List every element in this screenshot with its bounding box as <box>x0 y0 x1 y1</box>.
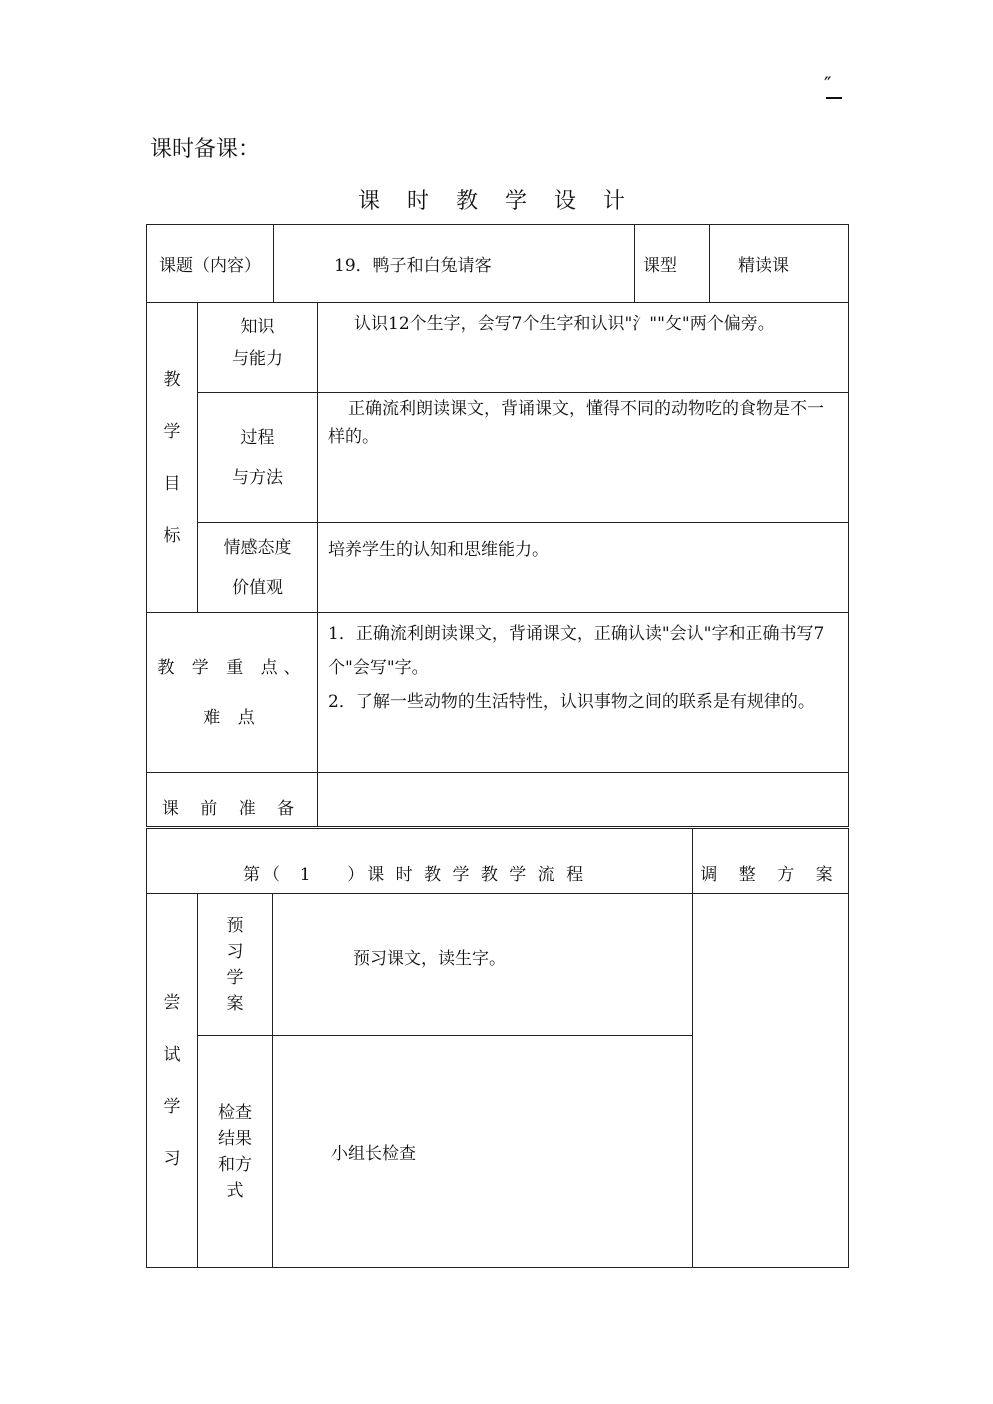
key-points-content <box>318 613 849 773</box>
goals-group-label: 教 学 目 标 <box>147 303 198 613</box>
key-point-2: 2．了解一些动物的生活特性，认识事物之间的联系是有规律的。 <box>328 692 815 712</box>
corner-mark: ″ <box>824 72 832 96</box>
flow-header: 第（ 1 ）课 时 教 学 教 学 流 程 <box>147 829 693 894</box>
goal-knowledge-label: 知识 与能力 <box>198 303 318 393</box>
trial-learning-label: 尝 试 学 习 <box>147 894 198 1268</box>
check-method-content: 小组长检查 <box>273 1036 693 1268</box>
key-point-1: 1．正确流利朗读课文，背诵课文，正确认读"会认"字和正确书写7个"会写"字。 <box>328 624 825 678</box>
goal-attitude-content: 培养学生的认知和思维能力。 <box>318 523 849 613</box>
page-heading: 课时备课： <box>150 137 261 162</box>
preview-plan-label: 预 习 学 案 <box>198 894 273 1036</box>
goal-process-content: 正确流利朗读课文，背诵课文，懂得不同的动物吃的食物是不一样的。 <box>318 393 849 523</box>
preparation-value <box>318 773 849 827</box>
lesson-type-value: 精读课 <box>710 225 849 303</box>
document-title: 课 时 教 学 设 计 <box>358 189 635 214</box>
key-points-label: 教 学 重 点、 难 点 <box>147 613 318 773</box>
teaching-flow-table <box>146 828 849 1268</box>
lesson-type-label: 课型 <box>635 225 710 303</box>
topic-label: 课题（内容） <box>147 225 274 303</box>
topic-value: 19．鸭子和白兔请客 <box>274 225 635 303</box>
check-method-label: 检查 结果 和方 式 <box>198 1036 273 1268</box>
preparation-label: 课 前 准 备 <box>147 773 318 827</box>
adjust-header: 调 整 方 案 <box>693 829 849 894</box>
corner-underline <box>826 97 842 99</box>
goal-knowledge-content: 认识12个生字，会写7个生字和认识"氵""攵"两个偏旁。 <box>318 303 849 393</box>
goal-process-label: 过程 与方法 <box>198 393 318 523</box>
preview-plan-content: 预习课文，读生字。 <box>273 894 693 1036</box>
adjust-plan-cell <box>693 894 849 1268</box>
goal-attitude-label: 情感态度 价值观 <box>198 523 318 613</box>
lesson-design-table <box>146 224 849 827</box>
